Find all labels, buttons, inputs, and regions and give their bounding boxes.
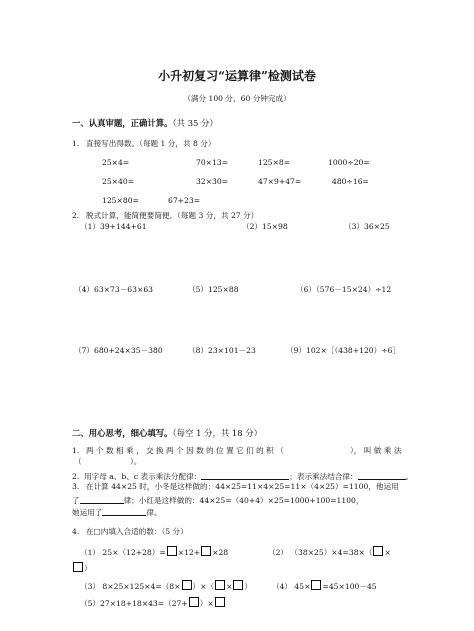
s2-q2-text-c: 。 xyxy=(405,472,414,481)
s2-q4-p3-b: ）×（ xyxy=(192,582,215,591)
s1-q1-r3-item: 125×80= xyxy=(102,196,139,205)
answer-box[interactable] xyxy=(215,580,225,590)
s2-q4-p4-a: （4） 45× xyxy=(272,582,311,591)
s2-q4-p1-a: （1） 25×（12+28）= xyxy=(80,548,166,557)
answer-box[interactable] xyxy=(233,580,243,590)
s1-q2-r1-item: （2）15×98 xyxy=(242,222,288,231)
s1-q2-r3-item: （9）102×［（438+120）÷6］ xyxy=(286,346,400,355)
s2-q2-label: 2. xyxy=(72,472,80,481)
s2-q4-p4 xyxy=(272,580,377,592)
s2-q4-p2-close: ） xyxy=(84,564,92,573)
page-title: 小升初复习“运算律”检测试卷 xyxy=(158,69,316,83)
answer-box[interactable] xyxy=(215,597,225,607)
s2-q4-p5-a: （5）27×18+18×43=（27+ xyxy=(80,599,188,608)
s2-q4-p1-b: ×12+ xyxy=(177,548,201,557)
section1-heading-text: 一、认真审题，正确计算。 xyxy=(72,118,173,128)
answer-box[interactable] xyxy=(201,546,211,556)
section1-note: （共 35 分） xyxy=(172,118,218,128)
s1-q1-r1-item: 70×13= xyxy=(196,158,229,167)
section1-heading xyxy=(72,118,218,128)
s1-q1-r2-item: 25×40= xyxy=(102,177,135,186)
section2-heading xyxy=(72,428,262,438)
s2-q2-text-b: ；表示乘法结合律： xyxy=(289,472,358,481)
s2-q4-p2-a: （2） （38×25）×4=38×（ xyxy=(268,548,373,557)
s1-q1-r2-item: 47×9+47= xyxy=(258,177,302,186)
s2-q4-p2 xyxy=(268,546,391,558)
s1-q2-r3-item: （7）680+24×35－380 xyxy=(74,346,163,355)
s1-q2-text: 脱式计算，能简便要简便。（每题 3 分，共 27 分） xyxy=(86,211,259,220)
s2-q1-line1: 两 个 数 相 乘 ， 交 换 两 个 因 数 的 位 置 它 们 的 积 （ xyxy=(86,446,284,455)
s2-q4-p2-b: × xyxy=(384,548,391,557)
s2-q4-p3 xyxy=(80,580,252,592)
s2-q3-line3-end: 律。 xyxy=(146,508,162,517)
s2-q3-line2 xyxy=(72,494,363,506)
s1-q1-r1-item: 1000÷20= xyxy=(328,158,370,167)
section2-note: （每空 1 分，共 18 分） xyxy=(172,428,262,438)
s1-q2-label: 2. xyxy=(72,211,80,220)
s2-q3-line2-mid: 律；小红是这样做的：44×25=（40+4）×25=1000+100=1100， xyxy=(123,496,364,505)
s1-q1-r2-item: 32×30= xyxy=(196,177,229,186)
answer-box[interactable] xyxy=(373,546,383,556)
s1-q1-label: 1. xyxy=(72,139,80,148)
s2-q2 xyxy=(72,470,413,482)
s1-q1-r1-item: 125×8= xyxy=(258,158,291,167)
s2-q4-p1-c: ×28 xyxy=(212,548,229,557)
s2-q4-p2-cont xyxy=(72,562,92,574)
s2-q4-p4-b: =45×100－45 xyxy=(322,582,377,591)
s2-q1-label: 1. xyxy=(72,446,80,455)
s1-q2-r1-item: （3）36×25 xyxy=(344,222,390,231)
s2-q4-p3-a: （3） 8×25×125×4=（8× xyxy=(80,582,181,591)
s2-q4-p5 xyxy=(80,597,226,609)
s1-q1-r2-item: 480÷16= xyxy=(332,177,369,186)
section2-heading-text: 二、用心思考，细心填写。 xyxy=(72,428,173,438)
s1-q1-r3-item: 67+23= xyxy=(168,196,201,205)
s2-q4-p3-c: × xyxy=(226,582,233,591)
s2-q3-line2-start: 了 xyxy=(72,496,80,505)
s2-q2-blank-1[interactable] xyxy=(201,470,289,480)
s2-q1-line2-start: （ xyxy=(74,457,82,466)
s2-q1-line1-end: ）， 叫 做 乘 法 xyxy=(350,446,402,455)
s2-q2-blank-2[interactable] xyxy=(358,470,406,480)
answer-box[interactable] xyxy=(311,580,321,590)
s2-q4-p5-b: ）× xyxy=(199,599,214,608)
s2-q3-blank-2[interactable] xyxy=(102,506,146,516)
s2-q4-text: 在□内填入合适的数：（5 分） xyxy=(86,527,188,536)
s1-q2-r2-item: （5）125×88 xyxy=(188,285,239,294)
s2-q3-line1: 在计算 44×25 时，小冬是这样做的：44×25=11×4×25=11×（4×25）=1100，他运用 xyxy=(86,482,399,491)
s1-q2-r2-item: （6）（576－15×24）÷12 xyxy=(296,285,392,294)
answer-box[interactable] xyxy=(73,562,83,572)
s1-q2-r1-item: （1）39+144+61 xyxy=(80,222,147,231)
s1-q2-r3-item: （8）23×101－23 xyxy=(188,346,256,355)
s2-q4-p3-end: ） xyxy=(244,582,253,591)
page-subtitle: （满分 100 分，60 分钟完成） xyxy=(183,94,291,103)
s2-q3-line3 xyxy=(72,506,162,518)
s2-q3-label: 3. xyxy=(72,482,80,491)
s2-q4-p1 xyxy=(80,546,228,558)
s2-q1-line2-end: ）。 xyxy=(130,457,142,466)
s1-q1-text: 直接写出得数。（每题 1 分，共 8 分） xyxy=(86,139,216,148)
s2-q2-text-a: 用字母 a、b、c 表示乘法分配律： xyxy=(84,472,202,481)
answer-box[interactable] xyxy=(182,580,192,590)
s1-q2-r2-item: （4）63×73－63×63 xyxy=(74,285,153,294)
answer-box[interactable] xyxy=(167,546,177,556)
s1-q1-r1-item: 25×4= xyxy=(102,158,130,167)
s2-q4-label: 4. xyxy=(72,527,80,536)
answer-box[interactable] xyxy=(189,597,199,607)
s2-q3-line3-start: 她运用了 xyxy=(72,508,103,517)
s2-q3-blank-1[interactable] xyxy=(80,494,124,504)
